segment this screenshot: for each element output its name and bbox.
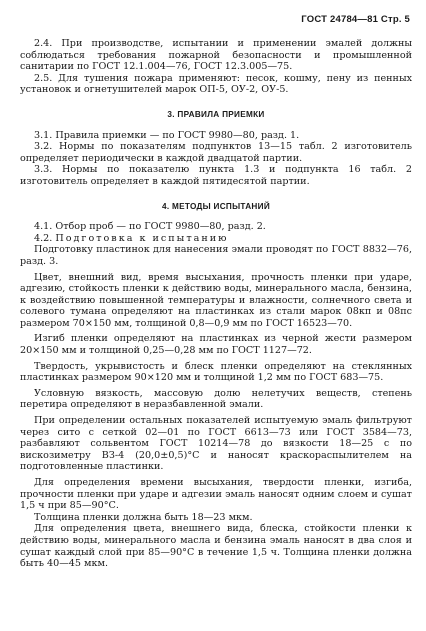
preparation-paragraph-1: Подготовку пластинок для нанесения эмали проводят по ГОСТ 8832—76, разд. 3. (20, 244, 412, 267)
preparation-paragraph-8: Толщина пленки должна быть 18—23 мкм. (34, 511, 253, 523)
paragraph-4-2 (20, 233, 412, 245)
preparation-paragraph-5: Условную вязкость, массовую долю нелетучих веществ, степень перетира определяют в неразбавленной эмали. (20, 387, 412, 411)
preparation-paragraph-6: При определении остальных показателей испытуемую эмаль фильтруют через сито с сеткой 02—01 по ГОСТ 6613—73 или ГОСТ 3584—73, разбавляют сольвентом ГОСТ 10214—78 до вязкости 18—25 с по вискозиметру ВЗ-4 (20,0±0,5)°С и наносят краскораспылителем на подготовленные пластинки. (20, 415, 412, 473)
paragraph-2-4: 2.4. При производстве, испытании и применении эмалей должны соблюдаться требования пожарной безопасности и промышленной санитарии по ГОСТ 12.1.004—76, ГОСТ 12.3.005—75. (20, 38, 412, 73)
paragraph-2-5: 2.5. Для тушения пожара применяют: песок, кошму, пену из пенных установок и огнетушителей марок ОП-5, ОУ-2, ОУ-5. (20, 72, 412, 96)
preparation-paragraph-3: Изгиб пленки определяют на пластинках из черной жести размером 20×150 мм и толщиной 0,25—0,28 мм по ГОСТ 1127—72. (20, 333, 412, 357)
preparation-paragraph-4: Твердость, укрывистость и блеск пленки определяют на стеклянных пластинках размером 90×120 мм и толщиной 1,2 мм по ГОСТ 683—75. (20, 360, 412, 384)
section-4-heading: 4. МЕТОДЫ ИСПЫТАНИЙ (161, 201, 271, 211)
paragraph-3-3: 3.3. Нормы по показателю пункта 1.3 и подпункта 16 табл. 2 изготовитель определяет в каждой пятидесятой партии. (20, 164, 412, 187)
document-body (20, 38, 412, 570)
paragraph-4-2-title: Подготовка к испытанию (55, 232, 229, 244)
paragraph-4-2-number: 4.2. (34, 232, 53, 244)
preparation-paragraph-9: Для определения цвета, внешнего вида, блеска, стойкости пленки к действию воды, минерального масла и бензина эмаль наносят в два слоя и сушат каждый слой при 85—90°С в течение 1,5 ч. Толщина пленки должна быть 40—45 мкм. (20, 523, 412, 570)
preparation-paragraph-7: Для определения времени высыхания, твердости пленки, изгиба, прочности пленки при ударе и адгезии эмаль наносят одним слоем и сушат 1,5 ч при 85—90°С. (20, 477, 412, 512)
page-header: ГОСТ 24784—81 Стр. 5 (301, 14, 410, 25)
paragraph-3-1: 3.1. Правила приемки — по ГОСТ 9980—80, разд. 1. (34, 129, 300, 141)
preparation-paragraph-2: Цвет, внешний вид, время высыхания, прочность пленки при ударе, адгезию, стойкость пленки к действию воды, минерального масла, бензина, к воздействию повышенной температуры и влажности, солнечного света и солевого тумана определяют на пластинках из стали марок 08кп и 08пс размером 70×150 мм, толщиной 0,8—0,9 мм по ГОСТ 16523—70. (20, 271, 412, 329)
paragraph-4-1: 4.1. Отбор проб — по ГОСТ 9980—80, разд. 2. (34, 221, 266, 233)
section-3-heading: 3. ПРАВИЛА ПРИЕМКИ (167, 109, 265, 119)
paragraph-3-2: 3.2. Нормы по показателям подпунктов 13—15 табл. 2 изготовитель определяет периодически в каждой двадцатой партии. (20, 141, 412, 164)
